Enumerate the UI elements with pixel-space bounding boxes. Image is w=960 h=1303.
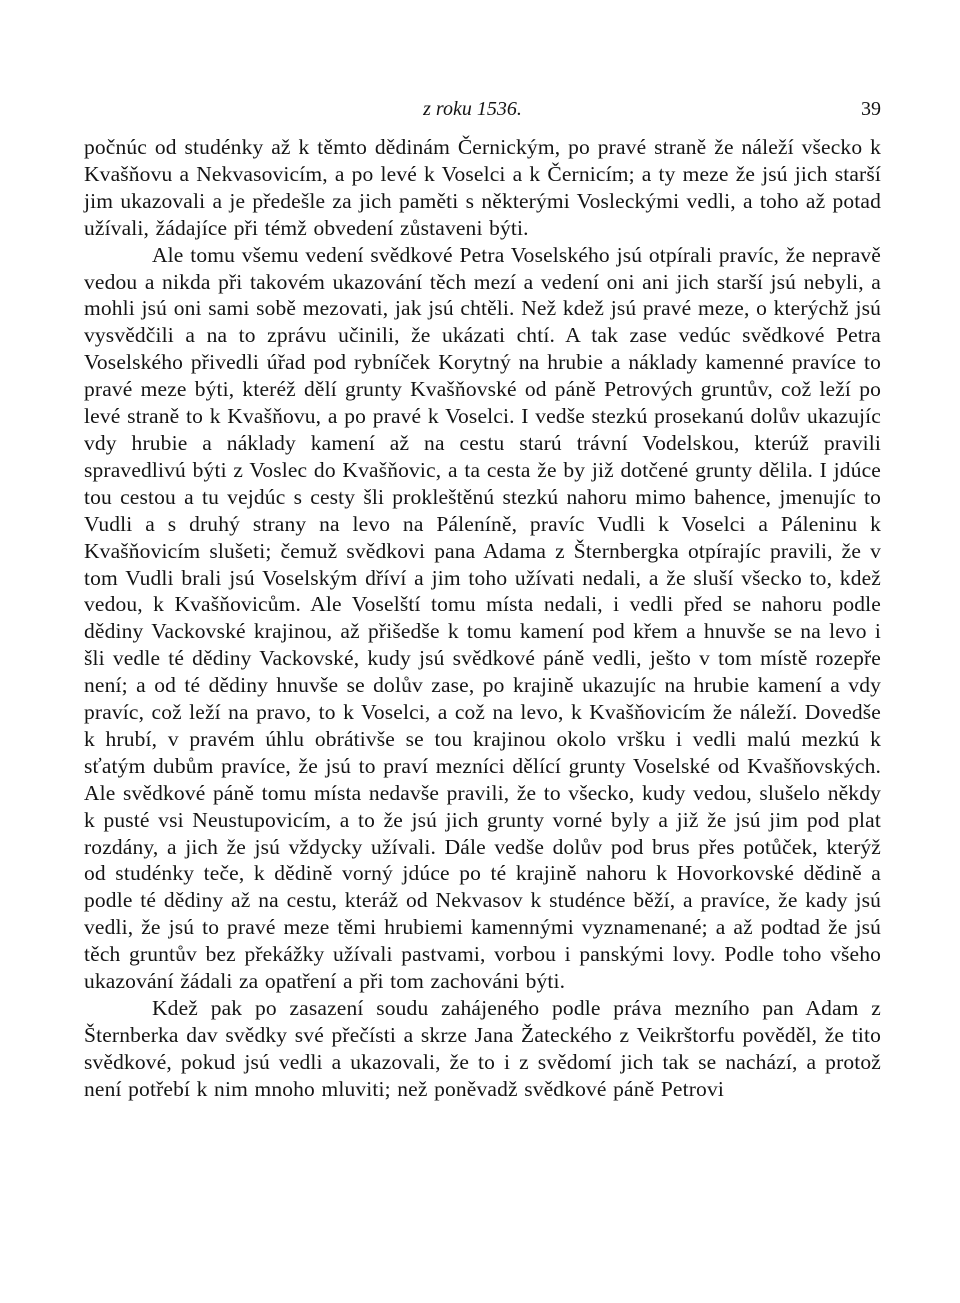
paragraph-continuation: počnúc od studénky až k těmto dědinám Černickým, po pravé straně že náleží všecko k Kvašňovu a Nekvasovicím, a po levé k Voselci a k Černicím; a ty meze že jsú jich starší jim ukazovali a je předešle za jich paměti s některými Vosleckými vedli, a toho až potad užívali, žádajíce při témž obvedení zůstaveni býti. bbox=[84, 135, 881, 240]
paragraph: Kdež pak po zasazení soudu zahájeného podle práva mezního pan Adam z Šternberka dav svědky své přečísti a skrze Jana Žateckého z Veikrštorfu pověděl, že tito svědkové, pokud jsú vedli a ukazovali, že to i z svědomí jich tak se nachází, a protož není potřebí k nim mnoho mluviti; než poněvadž svědkové páně Petrovi bbox=[84, 996, 881, 1101]
body-text bbox=[84, 134, 881, 1103]
running-title: z roku 1536. bbox=[423, 98, 522, 120]
paragraph: Ale tomu všemu vedení svědkové Petra Voselského jsú otpírali pravíc, že nepravě vedou a nikda při takovém ukazování těch mezí a vedení oni ani jich starší jsú nebyli, a mohli jsú oni sami sobě mezovati, jak jsú chtěli. Než kdež jsú pravé meze, o kterýchž jsú vysvědčili a na to zprávu učinili, že ukázati chtí. A tak zase vedúc svědkové Petra Voselského přivedli úřad pod rybníček Korytný na hrubie a náklady kamenné pravíce to pravé meze býti, kteréž dělí grunty Kvašňovské od páně Petrových gruntův, což leží po levé straně to k Kvašňovu, a po pravé k Voselci. I vedše stezkú prosekanú dolův ukazujíc vdy hrubie a náklady kamení až na cestu starú trávní Vodelskou, kterúž pravili spravedlivú býti z Voslec do Kvašňovic, a ta cesta že by již dotčené grunty dělila. I jdúce tou cestou a tu vejdúc s cesty šli prokleštěnú stezkú nahoru mimo bahence, jmenujíc to Vudli a s druhý strany na levo na Páleníně, pravíc Vudli k Voselci a Páleninu k Kvašňovicím slušeti; čemuž svědkovi pana Adama z Šternbergka otpírajíc pravili, že v tom Vudli brali jsú Voselským dříví a jim toho užívati nedali, a že sluší všecko to, kdež vedou, k Kvašňovicům. Ale Voselští tomu místa nedali, i vedli před se nahoru podle dědiny Vackovské krajinou, až přišedše k tomu kamení pod křem a hnuvše se na levo i šli vedle té dědiny Vackovské, kudy jsú svědkové páně vedli, ješto v tom místě rozepře není; a od té dědiny hnuvše se dolův zase, po krajině ukazujíc na hrubie kamení a vdy pravíc, což leží na pravo, to k Voselci, a což na levo, k Kvašňovicím že náleží. Dovedše k hrubí, v pravém úhlu obrátivše se tou krajinou okolo vršku i vedli malú mezkú k sťatým dubům pravíce, že jsú to praví mezníci dělící grunty Voselské od Kvašňovských. Ale svědkové páně tomu místa nedavše pravili, že to všecko, kudy vedou, slušelo někdy k pusté vsi Neustupovicím, a to že jsú jich grunty vorné byly a již že jsú jim pod plat rozdány, a jich že jsú vždycky užívali. Dále vedše dolův pod brus přes potůček, kterýž od studénky teče, k dědině vorný jdúce po té krajině nahoru k Hovorkovské dědině a podle té dědiny až na cestu, kteráž od Nekvasov k studénce běží, a pravíce, že kady jsú vedli, že jsú to pravé meze těmi hrubiemi kamennými vyznamenané; a až podtad že jsú těch gruntův bez překážky užívali pastvami, vorbou i panskými lovy. Podle toho všeho ukazování žádali za opatření a při tom zachováni býti. bbox=[84, 242, 881, 994]
document-page bbox=[84, 98, 881, 1103]
running-header bbox=[84, 98, 881, 134]
page-number: 39 bbox=[861, 98, 881, 120]
